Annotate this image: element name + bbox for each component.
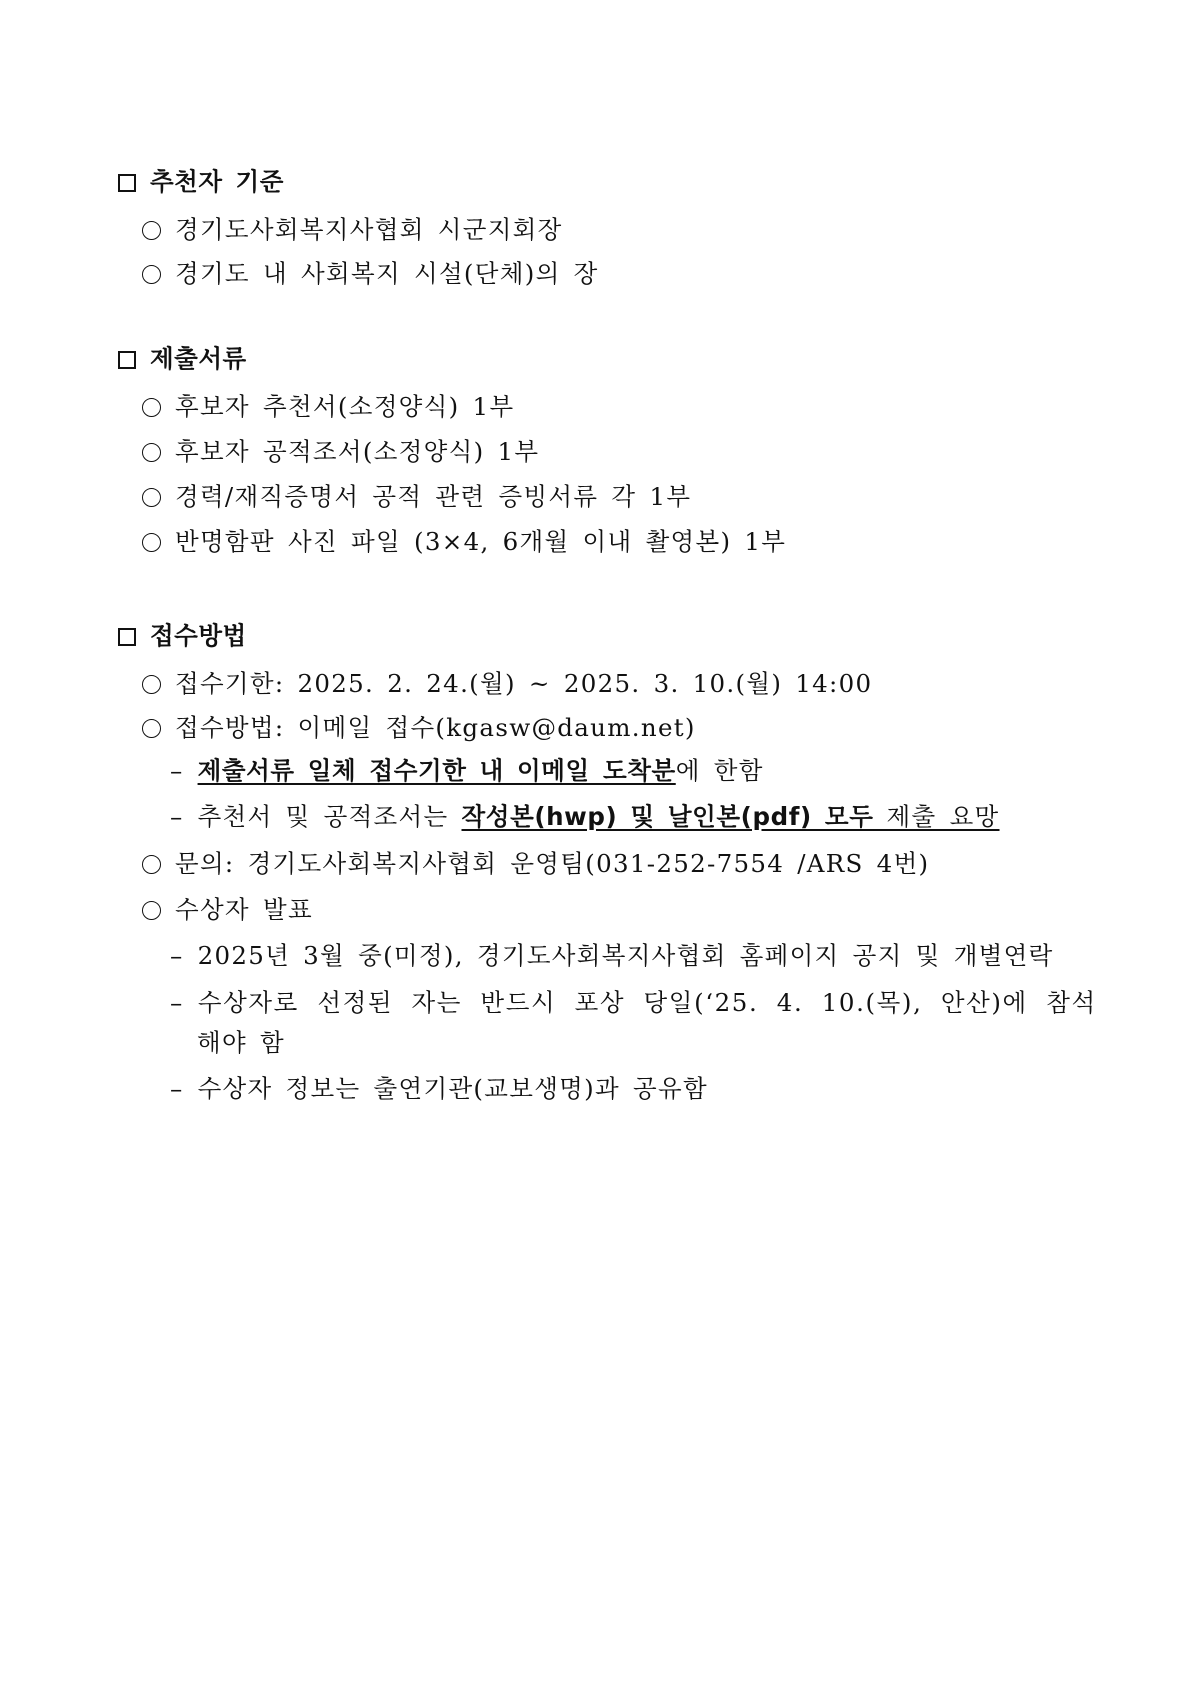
checkbox-square-icon: [118, 351, 136, 369]
checkbox-square-icon: [118, 628, 136, 646]
circle-bullet-icon: [142, 221, 161, 240]
list-item: 경력/재직증명서 공적 관련 증빙서류 각 1부: [142, 481, 691, 513]
checkbox-square-icon: [118, 174, 136, 192]
circle-bullet-icon: [142, 265, 161, 284]
section-heading-documents: [118, 343, 247, 375]
circle-bullet-icon: [142, 901, 161, 920]
circle-bullet-icon: [142, 533, 161, 552]
sub-note: – 추천서 및 공적조서는 작성본(hwp) 및 날인본(pdf) 모두 제출 요망: [170, 802, 1000, 831]
section-title: 접수방법: [150, 621, 247, 650]
list-item: 접수방법: 이메일 접수(kgasw@daum.net): [142, 712, 696, 744]
dash-bullet: –: [170, 941, 184, 970]
circle-bullet-icon: [142, 675, 161, 694]
sub-note-continuation: 해야 함: [197, 1028, 285, 1057]
list-item: 경기도사회복지사협회 시군지회장: [142, 214, 563, 246]
dash-bullet: –: [170, 1074, 184, 1103]
list-item: 후보자 추천서(소정양식) 1부: [142, 391, 514, 423]
dash-bullet: –: [170, 756, 184, 785]
list-item: 반명함판 사진 파일 (3×4, 6개월 이내 촬영본) 1부: [142, 526, 786, 558]
circle-bullet-icon: [142, 855, 161, 874]
circle-bullet-icon: [142, 719, 161, 738]
dash-bullet: –: [170, 802, 184, 831]
circle-bullet-icon: [142, 488, 161, 507]
list-item: 접수기한: 2025. 2. 24.(월) ~ 2025. 3. 10.(월) 14:00: [142, 668, 872, 700]
section-title: 제출서류: [150, 344, 247, 373]
circle-bullet-icon: [142, 443, 161, 462]
list-item: 경기도 내 사회복지 시설(단체)의 장: [142, 258, 599, 290]
sub-note: – 2025년 3월 중(미정), 경기도사회복지사협회 홈페이지 공지 및 개별연락: [170, 941, 1054, 970]
emphasis-text: 제출서류 일체 접수기한 내 이메일 도착분: [197, 756, 676, 785]
sub-note: – 제출서류 일체 접수기한 내 이메일 도착분에 한함: [170, 756, 764, 785]
emphasis-text: 작성본(hwp) 및 날인본(pdf) 모두: [461, 802, 874, 831]
list-item: 수상자 발표: [142, 894, 313, 926]
sub-note: – 수상자로 선정된 자는 반드시 포상 당일(‘25. 4. 10.(목), 안산)에 참석: [170, 988, 1097, 1017]
section-heading-submission: [118, 620, 247, 652]
section-heading-recommender: [118, 166, 284, 198]
list-item: 문의: 경기도사회복지사협회 운영팀(031-252-7554 /ARS 4번): [142, 848, 929, 880]
sub-note: – 수상자 정보는 출연기관(교보생명)과 공유함: [170, 1074, 708, 1103]
dash-bullet: –: [170, 988, 184, 1017]
list-item: 후보자 공적조서(소정양식) 1부: [142, 436, 539, 468]
circle-bullet-icon: [142, 398, 161, 417]
section-title: 추천자 기준: [150, 167, 284, 196]
